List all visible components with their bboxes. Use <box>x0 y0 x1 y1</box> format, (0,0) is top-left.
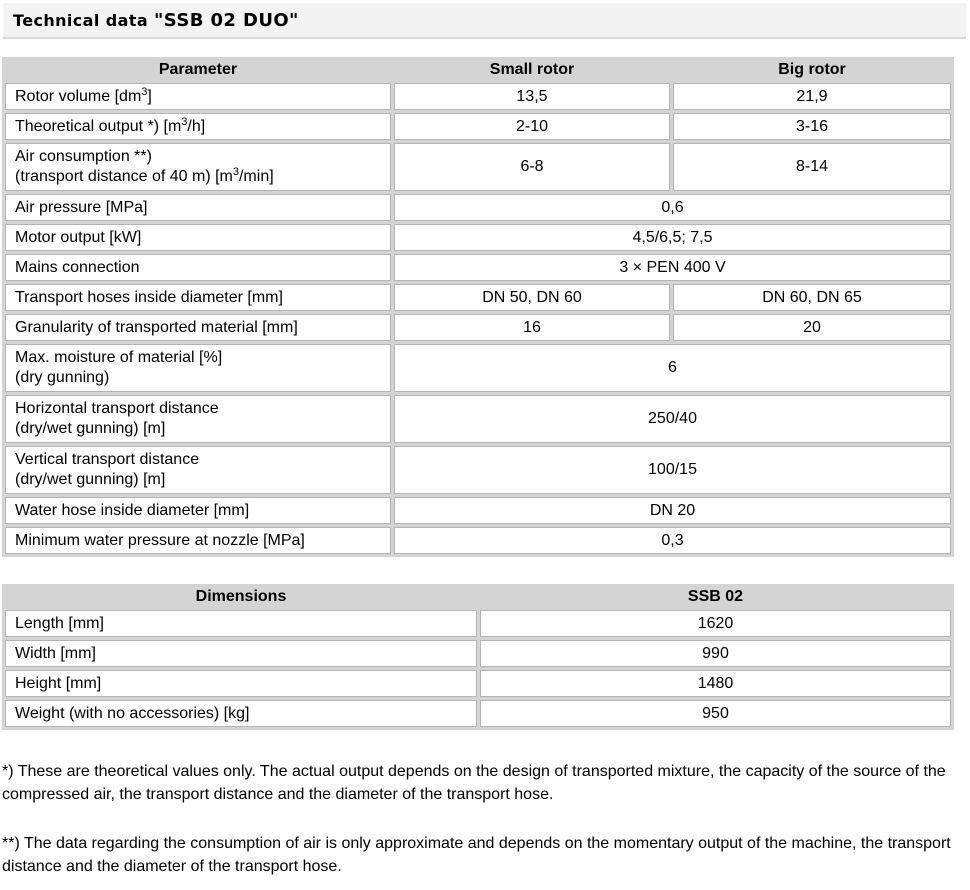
param-label: Theoretical output *) $[m^3/h]$ <box>5 113 391 140</box>
table-row <box>5 640 951 667</box>
table-row <box>5 344 951 392</box>
table-row <box>5 446 951 494</box>
shared-value: DN 20 <box>394 497 951 524</box>
param-label: Horizontal transport distance (dry/wet gunning) [m] <box>5 395 391 443</box>
param-label: Transport hoses inside diameter [mm] <box>5 284 391 311</box>
small-rotor-value: 6-8 <box>394 143 670 191</box>
table-row <box>5 143 951 191</box>
param-label: Rotor volume $[dm^3]$ <box>5 83 391 110</box>
dimension-label: Weight (with no accessories) [kg] <box>5 700 477 727</box>
header-ssb-02: SSB 02 <box>480 587 951 607</box>
param-label: Granularity of transported material [mm] <box>5 314 391 341</box>
param-label: Motor output [kW] <box>5 224 391 251</box>
small-rotor-value: 16 <box>394 314 670 341</box>
param-label: Water hose inside diameter [mm] <box>5 497 391 524</box>
param-label: Air consumption **) (transport distance of 40 m) $[m^3/\min]$ <box>5 143 391 191</box>
shared-value: 6 <box>394 344 951 392</box>
small-rotor-value: 13,5 <box>394 83 670 110</box>
shared-value: 0,6 <box>394 194 951 221</box>
dimension-value: 990 <box>480 640 951 667</box>
big-rotor-value: 3-16 <box>673 113 951 140</box>
table-row <box>5 194 951 221</box>
header-small-rotor: Small rotor <box>394 60 670 80</box>
footnote-theoretical-values: *) These are theoretical values only. The actual output depends on the design of transported mixture, the capacity of the source of the compressed air, the transport distance and the diameter of the transport hose. <box>2 763 946 803</box>
dimension-value: 1480 <box>480 670 951 697</box>
parameters-table <box>2 57 954 557</box>
dimension-value: 950 <box>480 700 951 727</box>
param-label: Max. moisture of material [%] (dry gunning) <box>5 344 391 392</box>
header-big-rotor: Big rotor <box>673 60 951 80</box>
shared-value: 4,5/6,5; 7,5 <box>394 224 951 251</box>
big-rotor-value: DN 60, DN 65 <box>673 284 951 311</box>
header-dimensions: Dimensions <box>5 587 477 607</box>
table-row <box>5 284 951 311</box>
shared-value: 100/15 <box>394 446 951 494</box>
page-title <box>13 10 299 31</box>
dimension-label: Width [mm] <box>5 640 477 667</box>
shared-value: 250/40 <box>394 395 951 443</box>
footnote-air-consumption: **) The data regarding the consumption of air is only approximate and depends on the momentary output of the machine, the transport distance and the diameter of the transport hose. <box>2 835 951 875</box>
table-row <box>5 527 951 554</box>
table-row <box>5 254 951 281</box>
table-row <box>5 113 951 140</box>
small-rotor-value: DN 50, DN 60 <box>394 284 670 311</box>
shared-value: 0,3 <box>394 527 951 554</box>
param-label: Vertical transport distance (dry/wet gunning) [m] <box>5 446 391 494</box>
shared-value: 3 × PEN 400 V <box>394 254 951 281</box>
dimension-value: 1620 <box>480 610 951 637</box>
table-row <box>5 670 951 697</box>
dimensions-table <box>2 584 954 730</box>
header-parameter: Parameter <box>5 60 391 80</box>
table-row <box>5 395 951 443</box>
big-rotor-value: 21,9 <box>673 83 951 110</box>
dimension-label: Length [mm] <box>5 610 477 637</box>
param-label: Minimum water pressure at nozzle [MPa] <box>5 527 391 554</box>
table-row <box>5 224 951 251</box>
big-rotor-value: 8-14 <box>673 143 951 191</box>
title-bar <box>3 3 966 39</box>
table-row <box>5 497 951 524</box>
table-row <box>5 314 951 341</box>
big-rotor-value: 20 <box>673 314 951 341</box>
title-prefix: Technical data <box>13 11 154 30</box>
table-row <box>5 700 951 727</box>
table-row <box>5 610 951 637</box>
param-label: Mains connection <box>5 254 391 281</box>
title-model: "SSB 02 DUO" <box>154 10 299 31</box>
small-rotor-value: 2-10 <box>394 113 670 140</box>
table-row <box>5 83 951 110</box>
param-label: Air pressure [MPa] <box>5 194 391 221</box>
dimension-label: Height [mm] <box>5 670 477 697</box>
